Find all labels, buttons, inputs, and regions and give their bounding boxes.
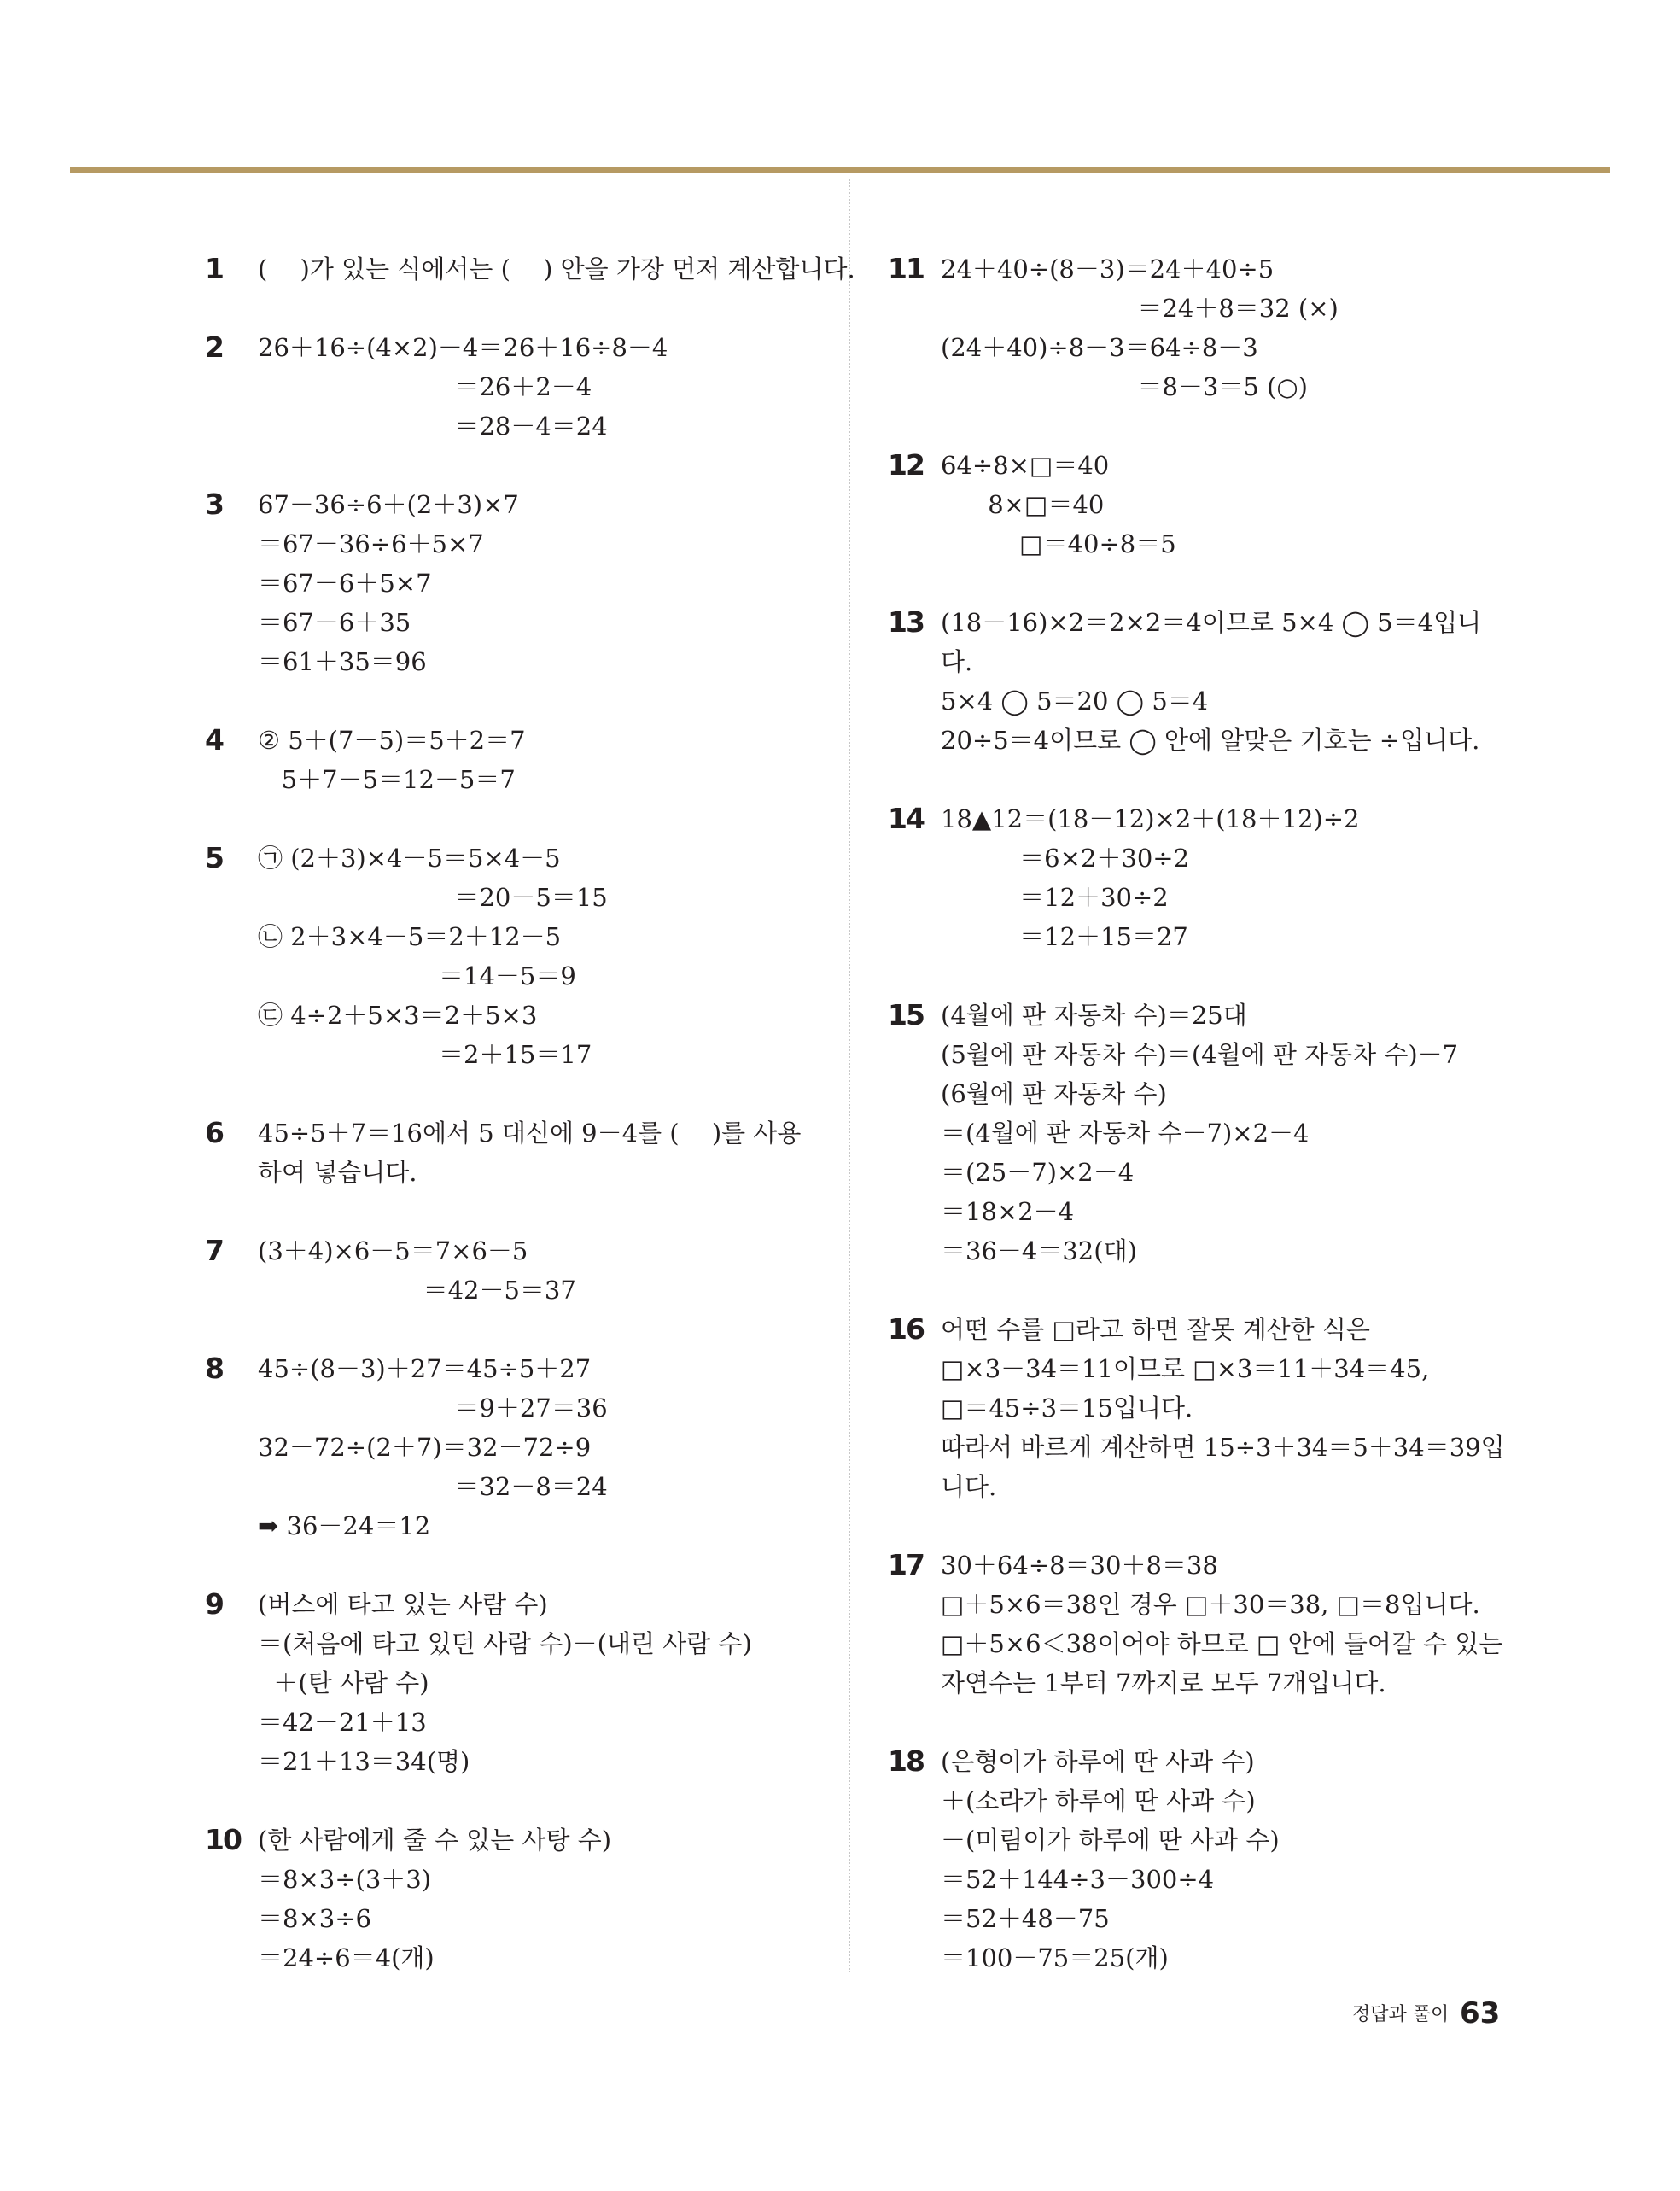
problem-13 — [888, 603, 1554, 760]
solution-line: 니다. — [941, 1472, 997, 1501]
problem-number: 17 — [888, 1548, 924, 1581]
solution-line: ＝12＋30÷2 — [941, 883, 1169, 912]
solution-line: ＝24＋8＝32 (×) — [941, 294, 1339, 323]
solution-line: 5＋7－5＝12－5＝7 — [258, 765, 516, 794]
problem-18 — [888, 1742, 1554, 1978]
solution-line: 다. — [941, 647, 973, 676]
header-rule — [70, 167, 1610, 173]
solution-line: ＝36－4＝32(대) — [941, 1236, 1137, 1265]
problem-number: 16 — [888, 1312, 924, 1346]
problem-3 — [205, 485, 828, 681]
solution-line: ＝20－5＝15 — [258, 883, 608, 912]
solution-line: 하여 넣습니다. — [258, 1158, 417, 1187]
solution-line: ＝52＋144÷3－300÷4 — [941, 1865, 1215, 1894]
problem-number: 5 — [205, 841, 223, 874]
problem-number: 18 — [888, 1744, 924, 1778]
solution-line: (버스에 타고 있는 사람 수) — [258, 1590, 548, 1619]
solution-line: 32－72÷(2＋7)＝32－72÷9 — [258, 1433, 592, 1462]
solution-line: ㉠ (2＋3)×4－5＝5×4－5 — [258, 844, 561, 873]
solution-line: 64÷8×□＝40 — [941, 451, 1110, 480]
solution-line: 자연수는 1부터 7까지로 모두 7개입니다. — [941, 1668, 1386, 1697]
solution-line: 8×□＝40 — [941, 490, 1105, 519]
problem-14 — [888, 799, 1554, 956]
problem-number: 1 — [205, 252, 223, 285]
solution-line: ＝67－6＋35 — [258, 608, 411, 637]
solution-line: (은형이가 하루에 딴 사과 수) — [941, 1747, 1255, 1776]
solution-line: 26＋16÷(4×2)－4＝26＋16÷8－4 — [258, 333, 668, 362]
solution-line: ＝32－8＝24 — [258, 1472, 608, 1501]
solution-line: ＝9＋27＝36 — [258, 1393, 608, 1423]
solution-line: ( )가 있는 식에서는 ( ) 안을 가장 먼저 계산합니다. — [258, 254, 855, 283]
problem-16 — [888, 1310, 1554, 1506]
problem-number: 8 — [205, 1352, 223, 1385]
solution-line: □＝40÷8＝5 — [941, 529, 1176, 558]
problem-number: 6 — [205, 1116, 223, 1149]
solution-line: ＝2＋15＝17 — [258, 1040, 592, 1069]
solution-line: ㉡ 2＋3×4－5＝2＋12－5 — [258, 922, 562, 951]
problem-11 — [888, 249, 1554, 406]
problem-12 — [888, 446, 1554, 564]
solution-line: 67－36÷6＋(2＋3)×7 — [258, 490, 519, 519]
solution-line: ＝28－4＝24 — [258, 412, 608, 441]
solution-line: ② 5＋(7－5)＝5＋2＝7 — [258, 726, 526, 755]
problem-15 — [888, 996, 1554, 1271]
solution-line: ＝21＋13＝34(명) — [258, 1747, 470, 1776]
solution-line: ＝6×2＋30÷2 — [941, 844, 1190, 873]
problem-5 — [205, 838, 828, 1074]
solution-line: ＝(처음에 타고 있던 사람 수)－(내린 사람 수) — [258, 1629, 752, 1658]
problem-number: 2 — [205, 330, 223, 364]
solution-line: □×3－34＝11이므로 □×3＝11＋34＝45, — [941, 1354, 1430, 1383]
solution-line: ＝8×3÷6 — [258, 1904, 371, 1933]
solution-line: ＝52＋48－75 — [941, 1904, 1110, 1933]
problem-number: 14 — [888, 802, 924, 835]
solution-line: ＝18×2－4 — [941, 1197, 1075, 1226]
solution-line: 어떤 수를 □라고 하면 잘못 계산한 식은 — [941, 1315, 1370, 1344]
problem-number: 3 — [205, 488, 223, 521]
problem-1 — [205, 249, 855, 289]
left-column — [205, 249, 855, 1978]
solution-line: ＝67－36÷6＋5×7 — [258, 529, 484, 558]
page-number: 63 — [1460, 1996, 1501, 2030]
solution-line: 45÷(8－3)＋27＝45÷5＋27 — [258, 1354, 592, 1383]
solution-line: 45÷5＋7＝16에서 5 대신에 9－4를 ( )를 사용 — [258, 1119, 802, 1148]
problem-6 — [205, 1113, 828, 1192]
solution-line: ＝8×3÷(3＋3) — [258, 1865, 432, 1894]
solution-line: (24＋40)÷8－3＝64÷8－3 — [941, 333, 1258, 362]
solution-line: 따라서 바르게 계산하면 15÷3＋34＝5＋34＝39입 — [941, 1433, 1505, 1462]
solution-line: (4월에 판 자동차 수)＝25대 — [941, 1001, 1247, 1030]
problem-7 — [205, 1231, 828, 1310]
solution-line: ＝42－5＝37 — [258, 1276, 576, 1305]
solution-line: (18－16)×2＝2×2＝4이므로 5×4 ◯ 5＝4입니 — [941, 608, 1482, 637]
problem-number: 15 — [888, 998, 924, 1031]
problem-9 — [205, 1585, 828, 1781]
solution-line: 30＋64÷8＝30＋8＝38 — [941, 1551, 1218, 1580]
solution-line: ＝(4월에 판 자동차 수－7)×2－4 — [941, 1119, 1310, 1148]
problem-number: 9 — [205, 1587, 223, 1621]
problem-4 — [205, 721, 828, 799]
solution-line: □＝45÷3＝15입니다. — [941, 1393, 1193, 1423]
solution-line: ＝24÷6＝4(개) — [258, 1943, 435, 1972]
problem-number: 10 — [205, 1823, 241, 1856]
solution-line: ＝(25－7)×2－4 — [941, 1158, 1135, 1187]
solution-line: (3＋4)×6－5＝7×6－5 — [258, 1236, 528, 1265]
solution-line: －(미림이가 하루에 딴 사과 수) — [941, 1826, 1280, 1855]
footer-label: 정답과 풀이 — [1352, 2004, 1450, 2025]
problem-8 — [205, 1349, 828, 1545]
solution-line: ＝14－5＝9 — [258, 961, 576, 990]
solution-line: ＝67－6＋5×7 — [258, 569, 432, 598]
problem-number: 4 — [205, 723, 223, 757]
solution-line: ㉢ 4÷2＋5×3＝2＋5×3 — [258, 1001, 538, 1030]
solution-line: □＋5×6＝38인 경우 □＋30＝38, □＝8입니다. — [941, 1590, 1480, 1619]
solution-line: ＝61＋35＝96 — [258, 647, 427, 676]
problem-10 — [205, 1820, 828, 1978]
problem-number: 12 — [888, 448, 924, 482]
solution-line: (5월에 판 자동차 수)＝(4월에 판 자동차 수)－7 — [941, 1040, 1459, 1069]
solution-line: (한 사람에게 줄 수 있는 사탕 수) — [258, 1826, 612, 1855]
solution-line: ＝12＋15＝27 — [941, 922, 1188, 951]
solution-line: ＝8－3＝5 (○) — [941, 372, 1308, 401]
solution-line: (6월에 판 자동차 수) — [941, 1079, 1167, 1108]
solution-line: 18▲12＝(18－12)×2＋(18＋12)÷2 — [941, 804, 1360, 833]
solution-line: ＝26＋2－4 — [258, 372, 592, 401]
solution-line: 5×4 ◯ 5＝20 ◯ 5＝4 — [941, 687, 1209, 716]
problem-number: 13 — [888, 605, 924, 639]
solution-line: ＝42－21＋13 — [258, 1708, 427, 1737]
right-column — [888, 249, 1554, 1978]
problem-number: 11 — [888, 252, 924, 285]
problem-number: 7 — [205, 1234, 223, 1267]
solution-line: □＋5×6＜38이어야 하므로 □ 안에 들어갈 수 있는 — [941, 1629, 1503, 1658]
solution-line: 20÷5＝4이므로 ◯ 안에 알맞은 기호는 ÷입니다. — [941, 726, 1480, 755]
solution-line: 24＋40÷(8－3)＝24＋40÷5 — [941, 254, 1275, 283]
solution-line: ＋(소라가 하루에 딴 사과 수) — [941, 1786, 1256, 1815]
column-divider — [849, 179, 850, 1972]
problem-2 — [205, 328, 828, 446]
solution-line: ＋(탄 사람 수) — [258, 1668, 429, 1697]
problem-17 — [888, 1545, 1554, 1703]
solution-line: ＝100－75＝25(개) — [941, 1943, 1169, 1972]
solution-line: ➡ 36－24＝12 — [258, 1511, 431, 1540]
